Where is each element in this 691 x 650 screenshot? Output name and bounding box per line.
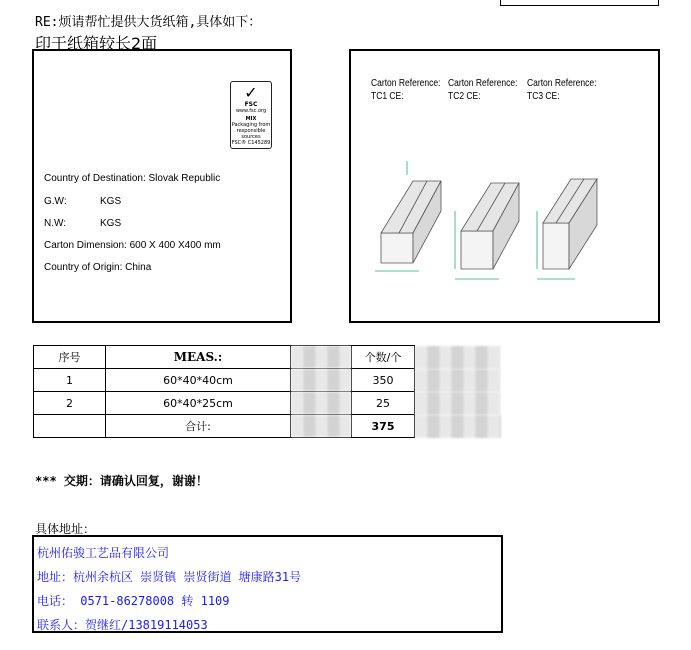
fsc-code: FSC® C145289	[231, 140, 271, 146]
address-title: 具体地址：	[35, 522, 96, 536]
ce-code-2: TC2 CE:	[448, 91, 481, 102]
email-subject-line: RE:烦请帮忙提供大货纸箱,具体如下：	[35, 15, 262, 30]
row-no: 2	[34, 392, 106, 415]
row-no: 1	[34, 369, 106, 392]
address-line: 地址：杭州余杭区 崇贤镇 崇贤街道 塘康路31号	[37, 570, 302, 584]
company-name: 杭州佑骏工艺品有限公司	[37, 546, 170, 560]
delivery-notice: *** 交期：请确认回复，谢谢！	[35, 474, 208, 488]
ce-ref-2: Carton Reference:	[448, 78, 518, 89]
total-label: 合计:	[106, 415, 291, 438]
header-no: 序号	[34, 346, 106, 369]
redacted-cell	[291, 369, 352, 392]
fsc-logo	[230, 81, 272, 149]
row-meas: 60*40*40cm	[106, 369, 291, 392]
ce-code-3: TC3 CE:	[527, 91, 560, 102]
carton-dimension-text: Carton Dimension: 600 X 400 X400 mm	[44, 240, 221, 251]
row-meas: 60*40*25cm	[106, 392, 291, 415]
redacted-cell	[415, 415, 501, 438]
gw-label: G.W:	[44, 196, 67, 207]
carton-box-3	[537, 179, 597, 279]
carton-ce-panel	[349, 49, 660, 323]
contact-line: 联系人：贺继红/13819114053	[37, 618, 208, 632]
carton-drawings	[351, 151, 658, 301]
redacted-cell	[291, 346, 352, 369]
fsc-desc: Packaging from responsible sources	[231, 122, 271, 140]
phone-line: 电话： 0571-86278008 转 1109	[37, 594, 230, 608]
address-box	[32, 535, 503, 633]
ce-heading-2	[448, 77, 517, 103]
carton-box-1	[375, 161, 441, 271]
ce-ref-3: Carton Reference:	[527, 78, 597, 89]
table-header-row	[34, 346, 501, 369]
header-qty: 个数/个	[352, 346, 415, 369]
nw-unit: KGS	[100, 218, 122, 229]
row-qty: 25	[352, 392, 415, 415]
table-row	[34, 392, 501, 415]
row-qty: 350	[352, 369, 415, 392]
ce-heading-1	[371, 77, 440, 103]
fsc-url: www.fsc.org	[235, 108, 267, 114]
destination-text: Country of Destination: Slovak Republic	[44, 173, 221, 184]
redacted-cell	[291, 392, 352, 415]
redacted-cell	[291, 415, 352, 438]
carton-box-2	[455, 183, 519, 279]
redacted-cell	[415, 346, 501, 369]
fsc-mix: MIX	[245, 116, 257, 122]
ce-heading-3	[527, 77, 596, 103]
ce-code-1: TC1 CE:	[371, 91, 404, 102]
header-meas: MEAS.:	[106, 346, 291, 369]
print-instruction: 印于纸箱较长2面	[35, 34, 158, 53]
fsc-logo-text: FSC	[244, 101, 258, 108]
redacted-cell	[415, 392, 501, 415]
carton-measure-table	[33, 345, 501, 438]
origin-text: Country of Origin: China	[44, 262, 152, 273]
table-total-row	[34, 415, 501, 438]
fsc-tree-icon: ✓	[244, 83, 258, 102]
ce-ref-1: Carton Reference:	[371, 78, 441, 89]
redacted-cell	[415, 369, 501, 392]
top-frame-edge	[500, 0, 659, 6]
total-empty	[34, 415, 106, 438]
total-qty: 375	[352, 415, 415, 438]
gw-unit: KGS	[100, 196, 122, 207]
table-row	[34, 369, 501, 392]
nw-label: N.W:	[44, 218, 67, 229]
carton-label-panel	[32, 49, 292, 323]
